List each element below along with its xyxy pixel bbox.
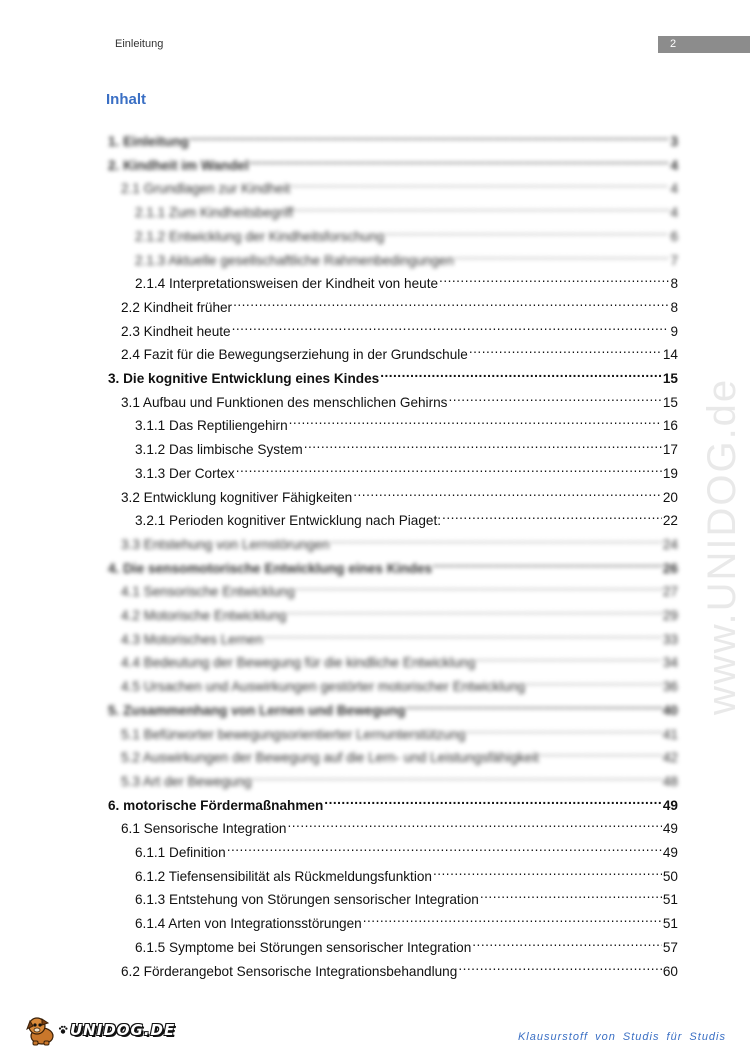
toc-entry [121, 316, 678, 339]
toc-entry-title: 6.2 Förderangebot Sensorische Integrationsbehandlung [121, 963, 458, 979]
toc-entry-page: 40 [662, 702, 678, 718]
paw-icon [58, 1025, 68, 1035]
toc-entry [108, 126, 678, 149]
logo-text: UNIDOG.DE [70, 1021, 176, 1039]
toc-entry-page: 49 [662, 845, 678, 860]
toc-entry [108, 553, 678, 576]
toc-entry-title: 2.1.3 Aktuelle gesellschaftliche Rahmenbedingungen [135, 252, 454, 268]
toc-dot-leader [469, 339, 662, 359]
toc-dot-leader [455, 245, 670, 265]
toc-dot-leader [250, 150, 670, 170]
toc-entry-title: 2.1.2 Entwicklung der Kindheitsforschung [135, 228, 385, 244]
toc-entry [135, 458, 678, 481]
toc-entry-page: 17 [662, 442, 678, 458]
toc-entry-title: 6.1.1 Definition [135, 845, 226, 860]
toc-entry-page: 4 [670, 157, 678, 173]
toc-dot-leader [287, 600, 661, 620]
toc-dot-leader [233, 292, 669, 312]
toc-entry-page: 24 [662, 536, 678, 552]
toc-entry-title: 2.2 Kindheit früher [121, 299, 233, 315]
toc-entry-page: 19 [662, 465, 678, 481]
toc-entry-page: 42 [662, 750, 678, 766]
toc-entry-page: 16 [662, 418, 678, 434]
toc-entry [121, 387, 678, 410]
page-number-tab: 2 [658, 36, 750, 53]
toc-entry-page: 33 [662, 631, 678, 647]
toc-dot-leader [331, 529, 662, 549]
toc-entry [108, 150, 678, 173]
toc-entry [135, 221, 678, 244]
toc-entry [121, 956, 678, 979]
toc-entry [135, 434, 678, 458]
toc-dot-leader [227, 837, 662, 857]
toc-dot-leader [433, 861, 662, 881]
toc-dot-leader [232, 316, 670, 336]
toc-entry-page: 3 [670, 134, 678, 149]
footer-tagline: Klausurstoff von Studis für Studis [517, 1031, 726, 1043]
toc-entry-title: 4.2 Motorische Entwicklung [121, 608, 287, 623]
toc-entry-page: 51 [662, 916, 678, 932]
unidog-logo [24, 1014, 175, 1046]
toc-entry [121, 482, 678, 505]
toc-entry-page: 4 [670, 181, 678, 197]
toc-dot-leader [448, 387, 661, 407]
toc-entry-title: 3.1 Aufbau und Funktionen des menschlichen Gehirns [121, 394, 448, 410]
toc-dot-leader [433, 553, 662, 573]
toc-entry [121, 173, 678, 197]
toc-dot-leader [253, 766, 662, 786]
toc-entry-page: 14 [662, 347, 678, 363]
toc-entry-title: 6.1.4 Arten von Integrationsstörungen [135, 916, 362, 932]
toc-dot-leader [407, 695, 662, 715]
toc-entry-page: 49 [662, 821, 678, 837]
toc-entry-title: 4.4 Bedeutung der Bewegung für die kindliche Entwicklung [121, 655, 476, 671]
toc-entry-title: 6.1.3 Entstehung von Störungen sensorischer Integration [135, 892, 479, 908]
toc-entry-title: 2.1.4 Interpretationsweisen der Kindheit von heute [135, 276, 439, 292]
toc-entry-page: 57 [662, 939, 678, 955]
toc-entry [135, 268, 678, 292]
toc-entry-title: 6.1.2 Tiefensensibilität als Rückmeldungsfunktion [135, 868, 432, 884]
toc-dot-leader [236, 458, 662, 478]
toc-entry-page: 8 [670, 299, 678, 315]
toc-entry-page: 50 [662, 868, 678, 884]
toc-entry-title: 2. Kindheit im Wandel [108, 157, 249, 173]
toc-entry-title: 4.5 Ursachen und Auswirkungen gestörter motorischer Entwicklung [121, 679, 526, 695]
toc-dot-leader [353, 482, 662, 502]
toc-entry [121, 576, 678, 600]
toc-dot-leader [526, 671, 662, 691]
running-header: Einleitung [115, 38, 164, 50]
toc-entry [121, 624, 678, 647]
toc-entry-page: 4 [670, 205, 678, 221]
toc-dot-leader [363, 908, 662, 928]
toc-dot-leader [442, 505, 662, 525]
toc-dot-leader [472, 932, 662, 952]
toc-entry-page: 29 [662, 608, 678, 623]
toc-entry-page: 6 [670, 228, 678, 244]
toc-entry-title: 6.1 Sensorische Integration [121, 821, 287, 837]
toc-dot-leader [291, 173, 669, 193]
toc-dot-leader [480, 884, 662, 904]
dog-mascot-icon [24, 1014, 58, 1046]
toc-dot-leader [264, 624, 662, 644]
toc-entry [121, 813, 678, 837]
toc-entry [135, 245, 678, 268]
toc-entry-title: 2.1.1 Zum Kindheitsbegriff [135, 205, 294, 221]
toc-heading: Inhalt [106, 91, 146, 108]
toc-entry-page: 20 [662, 489, 678, 505]
toc-entry [135, 197, 678, 221]
toc-entry-title: 2.4 Fazit für die Bewegungserziehung in der Grundschule [121, 347, 468, 363]
toc-entry [121, 339, 678, 363]
toc-entry-title: 3.2 Entwicklung kognitiver Fähigkeiten [121, 489, 353, 505]
toc-entry [121, 766, 678, 789]
toc-dot-leader [385, 221, 669, 241]
toc-entry-page: 36 [662, 679, 678, 695]
toc-entry-page: 9 [670, 323, 678, 339]
toc-entry [121, 529, 678, 552]
toc-entry [135, 908, 678, 932]
toc-entry [121, 742, 678, 766]
toc-entry-title: 5.1 Befürworter bewegungsorientierter Lernunterstützung [121, 726, 466, 742]
toc-entry [135, 932, 678, 955]
toc-entry [121, 647, 678, 671]
toc-entry-page: 7 [670, 252, 678, 268]
toc-entry [135, 837, 678, 860]
toc-dot-leader [324, 790, 662, 810]
toc-dot-leader [476, 647, 661, 667]
toc-entry [135, 410, 678, 434]
toc-entry-page: 51 [662, 892, 678, 908]
toc-entry [108, 695, 678, 718]
toc-dot-leader [467, 719, 662, 739]
toc-entry-title: 6.1.5 Symptome bei Störungen sensorischer Integration [135, 939, 472, 955]
toc-entry-page: 49 [662, 797, 678, 813]
toc-dot-leader [458, 956, 662, 976]
toc-dot-leader [304, 434, 662, 454]
toc-dot-leader [288, 813, 662, 833]
toc-entry-page: 48 [662, 773, 678, 789]
toc-entry-title: 4.1 Sensorische Entwicklung [121, 584, 295, 600]
toc-dot-leader [294, 197, 669, 217]
toc-entry-page: 22 [662, 513, 678, 529]
toc-dot-leader [296, 576, 662, 596]
toc-entry-page: 60 [662, 963, 678, 979]
toc-entry-page: 15 [662, 394, 678, 410]
toc-entry-page: 15 [662, 371, 678, 386]
toc-entry-title: 4.3 Motorisches Lernen [121, 631, 264, 647]
toc-entry-title: 3.3 Entstehung von Lernstörungen [121, 536, 330, 552]
watermark-text: www.UNIDOG.de [700, 377, 744, 715]
toc-entry-title: 2.3 Kindheit heute [121, 323, 231, 339]
toc-entry-title: 5.2 Auswirkungen der Bewegung auf die Lern- und Leistungsfähigkeit [121, 750, 539, 766]
toc-entry [108, 790, 678, 813]
toc-entry [135, 505, 678, 529]
toc-entry [135, 884, 678, 908]
toc-dot-leader [439, 268, 669, 288]
toc-entry [121, 671, 678, 695]
toc-entry-title: 2.1 Grundlagen zur Kindheit [121, 181, 291, 197]
toc-dot-leader [540, 742, 662, 762]
toc-entry-page: 34 [662, 655, 678, 671]
toc-entry-title: 3. Die kognitive Entwicklung eines Kindes [108, 371, 380, 386]
toc-dot-leader [289, 410, 662, 430]
toc-entry [121, 292, 678, 315]
toc-entry-page: 27 [662, 584, 678, 600]
toc-entry-title: 3.1.1 Das Reptiliengehirn [135, 418, 288, 434]
toc-entry-title: 5.3 Art der Bewegung [121, 773, 252, 789]
toc-entry-title: 6. motorische Fördermaßnahmen [108, 797, 324, 813]
toc-dot-leader [380, 363, 662, 383]
toc-entry-title: 3.1.3 Der Cortex [135, 465, 235, 481]
toc-dot-leader [190, 126, 670, 146]
toc-entry [135, 861, 678, 884]
toc-entry [121, 719, 678, 742]
toc-entry-page: 8 [670, 276, 678, 292]
toc-entry-title: 3.2.1 Perioden kognitiver Entwicklung nach Piaget: [135, 513, 442, 529]
toc-entry [121, 600, 678, 623]
toc-entry-page: 26 [662, 560, 678, 576]
toc-entry-title: 3.1.2 Das limbische System [135, 442, 303, 458]
toc-entry-page: 41 [662, 726, 678, 742]
toc-entry-title: 5. Zusammenhang von Lernen und Bewegung [108, 702, 406, 718]
toc-entry [108, 363, 678, 386]
toc-entry-title: 1. Einleitung [108, 134, 189, 149]
toc-entry-title: 4. Die sensomotorische Entwicklung eines Kindes [108, 560, 433, 576]
